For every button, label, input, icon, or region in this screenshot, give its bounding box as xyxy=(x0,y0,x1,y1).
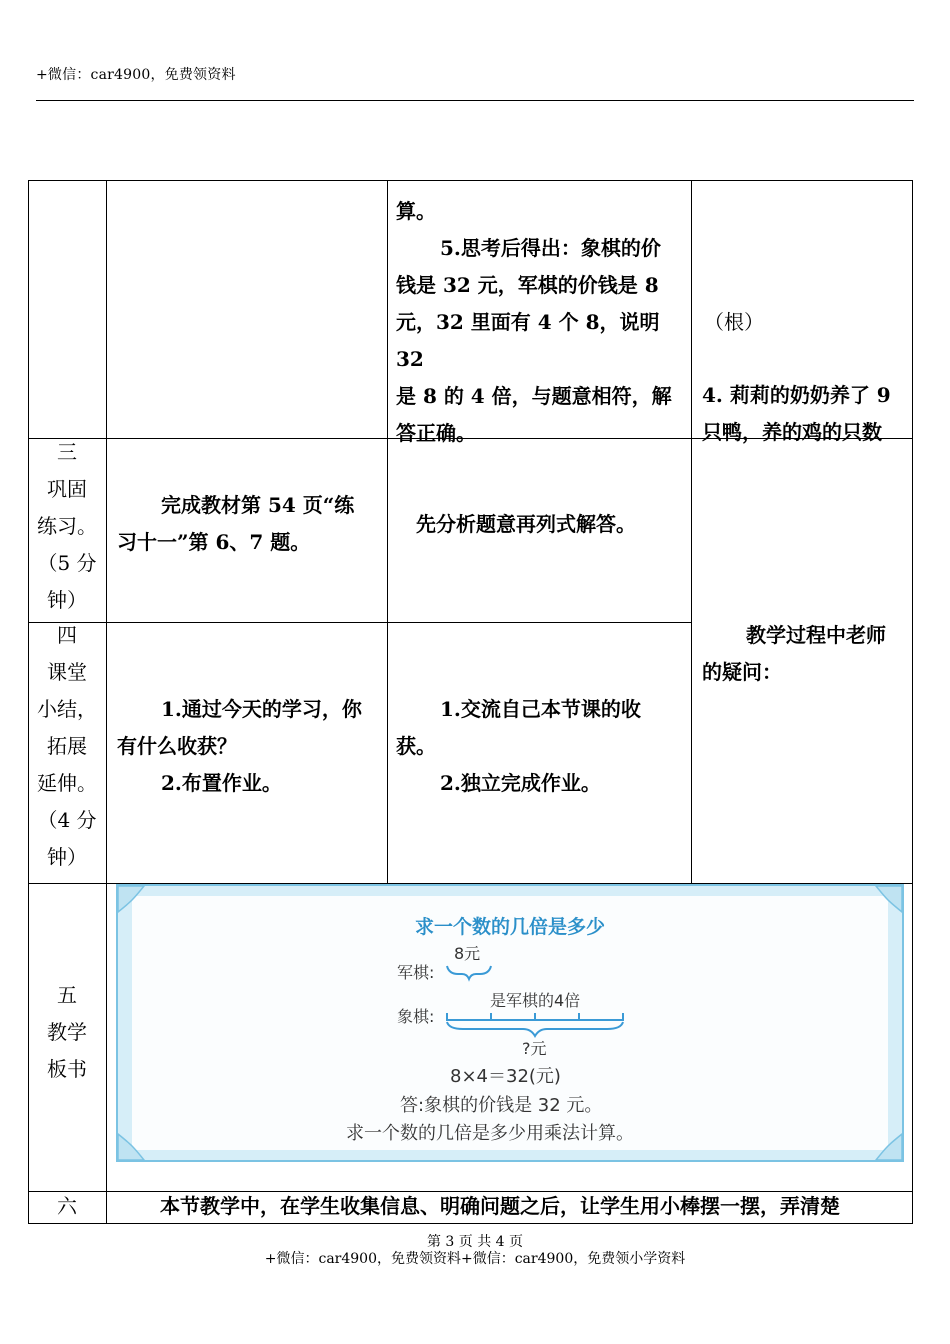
text-line: 板书 xyxy=(47,1057,87,1081)
row2-teacher-activity xyxy=(117,487,385,561)
blackboard-design xyxy=(116,884,904,1162)
text-line: 习十一”第 6、7 题。 xyxy=(117,530,311,554)
board-title: 求一个数的几倍是多少 xyxy=(414,916,605,938)
footer-text: +微信：car4900，免费领资料+微信：car4900，免费领小学资料 xyxy=(264,1251,686,1267)
corner-ornament xyxy=(118,1134,144,1160)
text-line: 课堂 xyxy=(47,660,87,684)
text-line: 获。 xyxy=(396,734,436,758)
text-line: 三 xyxy=(57,440,77,464)
xiangqi-note: 是军棋的4倍 xyxy=(490,991,581,1010)
text-line: 小结， xyxy=(37,697,97,721)
corner-ornament xyxy=(876,1134,902,1160)
row5-reflection-text: 本节教学中，在学生收集信息、明确问题之后，让学生用小棒摆一摆，弄清楚 xyxy=(160,1194,840,1218)
row5-stage-label: 六 xyxy=(57,1194,77,1218)
text-line: 只鸭，养的鸡的只数 xyxy=(702,420,882,444)
text-line: 练习。 xyxy=(37,514,97,538)
row3-teacher-notes xyxy=(702,617,910,691)
text-line: 教学 xyxy=(47,1020,87,1044)
xiangqi-label: 象棋: xyxy=(397,1007,435,1026)
page-header: +微信：car4900，免费领资料 xyxy=(36,67,236,83)
text-line: 5.思考后得出：象棋的价 xyxy=(440,236,661,260)
junqi-brace xyxy=(447,966,491,979)
question-value: ?元 xyxy=(522,1039,547,1058)
row1-process-text xyxy=(396,193,686,452)
corner-ornament xyxy=(118,886,144,912)
text-line: 是 8 的 4 倍，与题意相符，解 xyxy=(396,384,672,408)
text-line: （5 分 xyxy=(37,551,97,575)
equation: 8×4＝32(元) xyxy=(450,1066,561,1087)
text-line: 四 xyxy=(57,623,77,647)
row2-stage-label xyxy=(28,434,106,619)
question-brace xyxy=(447,1022,623,1036)
text-line: 钱是 32 元，军棋的价钱是 8 xyxy=(396,273,659,297)
text-line: 钟） xyxy=(47,588,87,612)
text-line: 的疑问： xyxy=(702,660,782,684)
text-line: 答正确。 xyxy=(396,421,476,445)
text-line: 有什么收获？ xyxy=(117,734,237,758)
text-line: 元，32 里面有 4 个 8，说明 32 xyxy=(396,310,660,371)
row2-student-activity: 先分析题意再列式解答。 xyxy=(416,512,636,536)
text-line: 五 xyxy=(57,983,77,1007)
row1-note-question xyxy=(702,377,912,451)
row3-student-activity xyxy=(396,691,688,802)
text-line: 巩固 xyxy=(47,477,87,501)
text-line: 算。 xyxy=(396,199,436,223)
row1-note-unit: （根） xyxy=(704,310,764,334)
junqi-value: 8元 xyxy=(454,944,481,963)
corner-ornament xyxy=(876,886,902,912)
text-line: 拓展 xyxy=(47,734,87,758)
text-line: 2.独立完成作业。 xyxy=(440,771,601,795)
text-line: 2.布置作业。 xyxy=(161,771,282,795)
summary: 求一个数的几倍是多少用乘法计算。 xyxy=(346,1123,634,1144)
text-line: 4. 莉莉的奶奶养了 9 xyxy=(702,383,891,407)
text-line: 完成教材第 54 页“练 xyxy=(161,493,355,517)
row4-stage-label xyxy=(28,977,106,1088)
text-line: 1.交流自己本节课的收 xyxy=(440,697,641,721)
text-line: （4 分 xyxy=(37,808,97,832)
junqi-label: 军棋: xyxy=(397,963,435,982)
text-line: 钟） xyxy=(47,845,87,869)
row3-stage-label xyxy=(28,617,106,876)
header-divider xyxy=(36,100,914,101)
row3-teacher-activity xyxy=(117,691,385,802)
text-line: 延伸。 xyxy=(37,771,97,795)
answer: 答:象棋的价钱是 32 元。 xyxy=(400,1095,603,1116)
page-number: 第 3 页 共 4 页 xyxy=(426,1234,524,1250)
text-line: 1.通过今天的学习，你 xyxy=(161,697,362,721)
text-line: 教学过程中老师 xyxy=(746,623,886,647)
